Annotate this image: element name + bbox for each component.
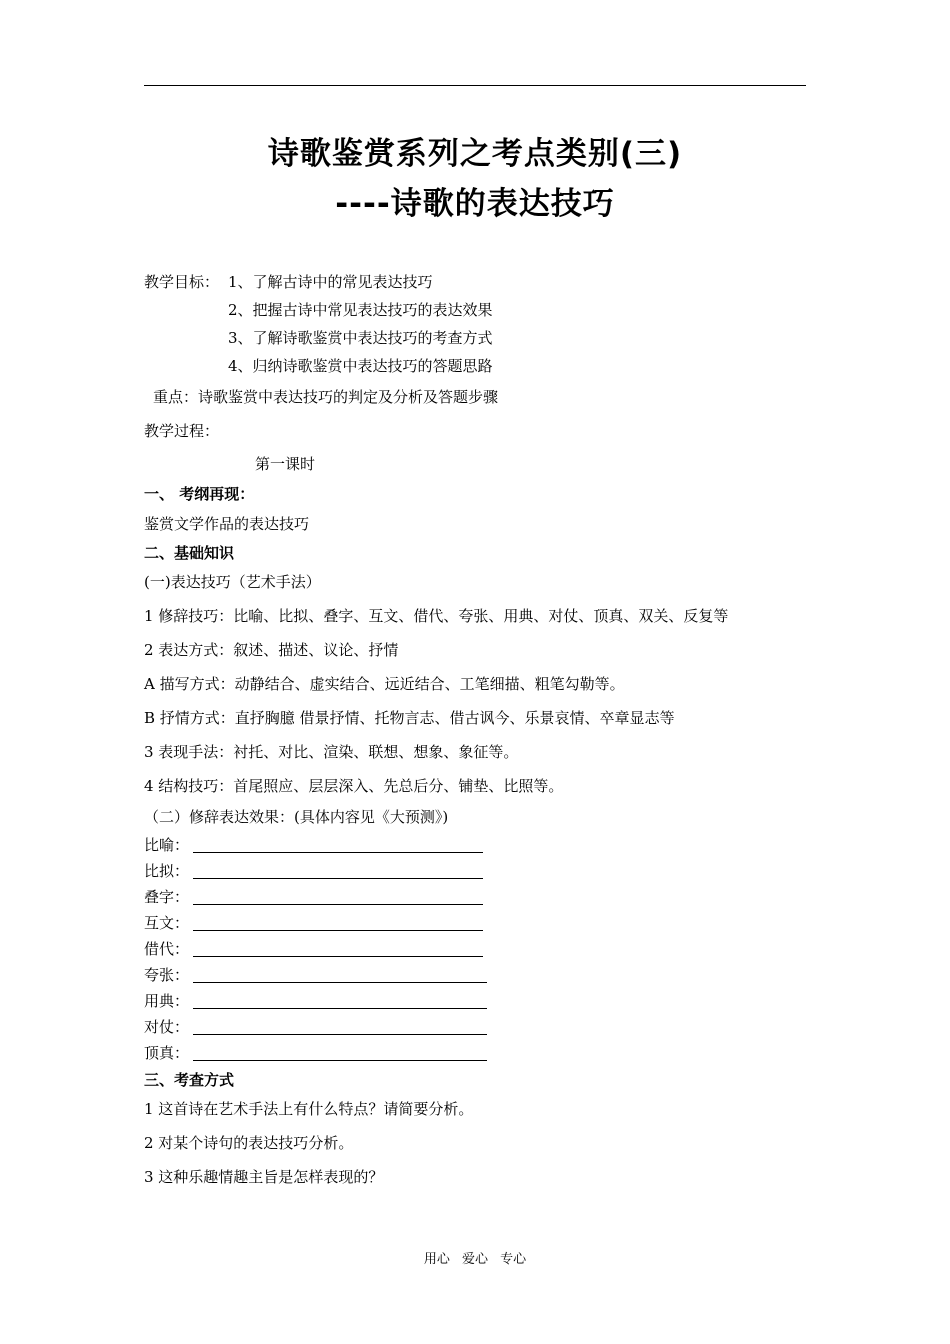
fill-blank-label: 比拟： [144, 862, 190, 880]
objectives-label: 教学目标： [144, 273, 220, 291]
document-title: 诗歌鉴赏系列之考点类别(三) [267, 136, 683, 172]
fill-blank-row [144, 939, 189, 959]
document-subtitle: ----诗歌的表达技巧 [335, 186, 615, 222]
fill-blank-row [144, 887, 189, 907]
fill-blank-line [193, 982, 487, 983]
objective-item: 3、了解诗歌鉴赏中表达技巧的考查方式 [228, 329, 493, 347]
section1-heading: 一、 考纲再现： [144, 485, 255, 503]
fill-blank-line [193, 930, 483, 931]
fill-blank-row [144, 861, 189, 881]
technique-item: B 抒情方式：直抒胸臆 借景抒情、托物言志、借古讽今、乐景哀情、卒章显志等 [144, 709, 675, 727]
fill-blank-row [144, 1043, 189, 1063]
process-label: 教学过程： [144, 422, 220, 440]
objective-item: 4、归纳诗歌鉴赏中表达技巧的答题思路 [228, 357, 493, 375]
technique-item: 3 表现手法：衬托、对比、渲染、联想、想象、象征等。 [144, 743, 519, 761]
technique-item: 2 表达方式：叙述、描述、议论、抒情 [144, 641, 399, 659]
fill-blank-label: 比喻： [144, 836, 190, 854]
fill-blank-line [193, 1008, 487, 1009]
key-point: 重点：诗歌鉴赏中表达技巧的判定及分析及答题步骤 [153, 388, 499, 406]
header-rule [144, 85, 806, 86]
fill-blank-row [144, 991, 189, 1011]
fill-blank-label: 顶真： [144, 1044, 190, 1062]
question-item: 2 对某个诗句的表达技巧分析。 [144, 1134, 354, 1152]
fill-blank-line [193, 878, 483, 879]
fill-blank-label: 用典： [144, 992, 190, 1010]
section3-heading: 三、考查方式 [144, 1071, 235, 1089]
fill-blank-label: 对仗： [144, 1018, 190, 1036]
fill-blank-label: 夸张： [144, 966, 190, 984]
fill-blank-row [144, 965, 189, 985]
technique-item: 1 修辞技巧：比喻、比拟、叠字、互文、借代、夸张、用典、对仗、顶真、双关、反复等 [144, 607, 729, 625]
fill-blank-line [193, 956, 483, 957]
section1-text: 鉴赏文学作品的表达技巧 [144, 515, 310, 533]
fill-blank-row [144, 913, 189, 933]
objective-item: 2、把握古诗中常见表达技巧的表达效果 [228, 301, 493, 319]
question-item: 1 这首诗在艺术手法上有什么特点？请简要分析。 [144, 1100, 474, 1118]
objective-item: 1、了解古诗中的常见表达技巧 [228, 273, 433, 291]
fill-blank-line [193, 1060, 487, 1061]
section2-sub1: (一)表达技巧（艺术手法） [144, 573, 321, 591]
section2-sub2: （二）修辞表达效果：(具体内容见《大预测》) [144, 808, 449, 826]
question-item: 3 这种乐趣情趣主旨是怎样表现的？ [144, 1168, 384, 1186]
fill-blank-row [144, 835, 189, 855]
technique-item: A 描写方式：动静结合、虚实结合、远近结合、工笔细描、粗笔勾勒等。 [144, 675, 625, 693]
fill-blank-line [193, 904, 483, 905]
lesson-label: 第一课时 [255, 455, 316, 473]
fill-blank-label: 互文： [144, 914, 190, 932]
technique-item: 4 结构技巧：首尾照应、层层深入、先总后分、铺垫、比照等。 [144, 777, 564, 795]
fill-blank-label: 借代： [144, 940, 190, 958]
fill-blank-line [193, 1034, 487, 1035]
page-footer: 用心 爱心 专心 [423, 1252, 527, 1267]
fill-blank-line [193, 852, 483, 853]
fill-blank-row [144, 1017, 189, 1037]
fill-blank-label: 叠字： [144, 888, 190, 906]
section2-heading: 二、基础知识 [144, 544, 235, 562]
